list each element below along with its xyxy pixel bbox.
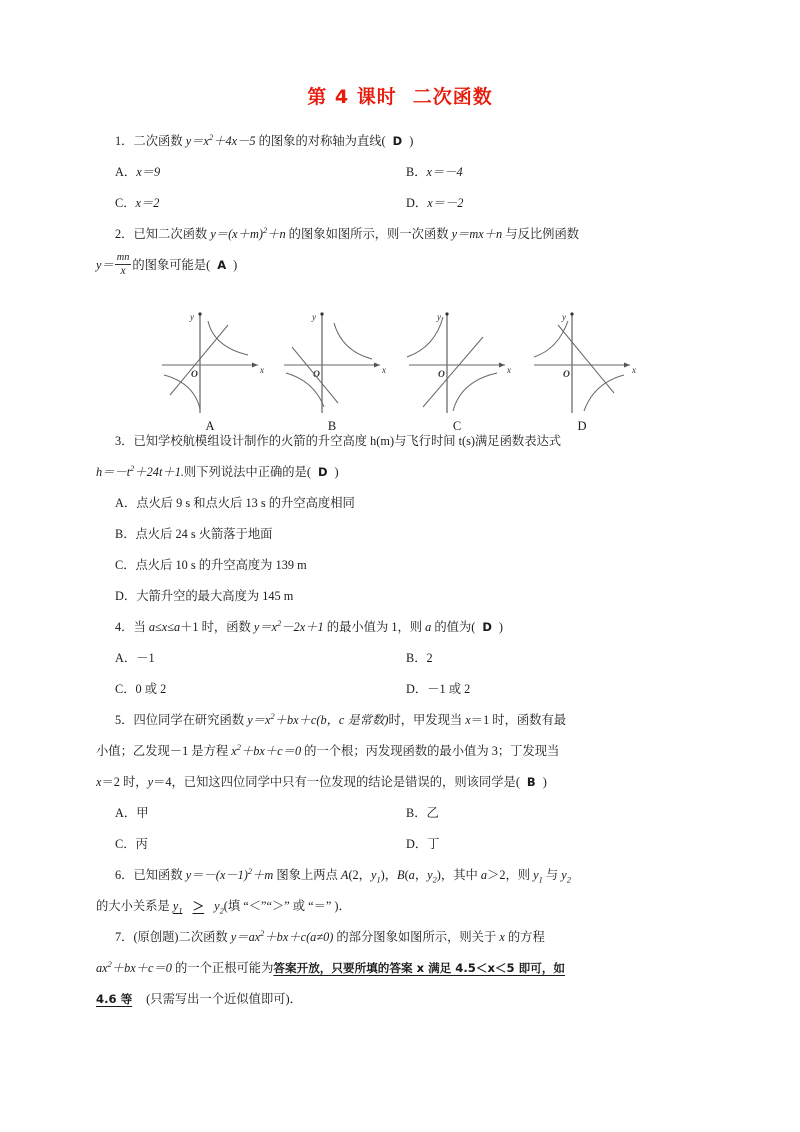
q5-equation-1: $y=x^2+bx+c(b$，c 是常数)	[247, 711, 389, 727]
q6-line2-b: (填 “＜”“＞” 或 “＝” )．	[223, 899, 351, 913]
question-3-option-b-row	[96, 519, 712, 550]
q3-option-d-key: D．	[115, 589, 137, 603]
q3-option-c[interactable]	[115, 550, 307, 581]
q5-option-a-key: A．	[115, 806, 137, 820]
graph-c-label: C	[452, 419, 462, 433]
q1-option-b-key: B．	[406, 165, 427, 179]
q4-option-c-text: 0 或 2	[135, 682, 167, 696]
origin-label: O	[191, 370, 198, 380]
hyperbola-branch-q4	[453, 373, 497, 411]
q5-option-a[interactable]	[115, 798, 149, 829]
q1-option-d[interactable]	[406, 188, 463, 219]
q2-equation-2: y＝mx＋n	[451, 227, 503, 241]
q5-option-d[interactable]	[406, 829, 440, 860]
q5-answer: B	[526, 775, 536, 789]
q4-option-d-key: D．	[406, 682, 428, 696]
q3-option-d-text: 大箭升空的最大高度为 145 m	[136, 589, 294, 603]
q1-option-c-key: C．	[115, 196, 136, 210]
q6-equation: $y=-(x-1)^2+m$	[185, 866, 274, 882]
y-axis-arrow	[445, 312, 448, 315]
x-axis-label: x	[382, 365, 386, 375]
q2-line1-c: 与反比例函数	[502, 227, 580, 241]
q4-stem-b: 的最小值为 1，则 a 的值为(	[323, 620, 476, 634]
q7-equation-1: $y=ax^2+bx+c(a\ne 0)$	[230, 928, 334, 944]
q1-option-b[interactable]	[406, 157, 463, 188]
q3-option-b-text: 点火后 24 s 火箭落于地面	[135, 527, 273, 541]
q5-option-c[interactable]	[115, 829, 148, 860]
q1-stem-c: )	[409, 134, 414, 148]
q3-option-a[interactable]	[115, 488, 355, 519]
question-5-line-3	[96, 767, 712, 798]
hyperbola-branch-q1	[334, 323, 372, 359]
q3-option-a-text: 点火后 9 s 和点火后 13 s 的升空高度相同	[136, 496, 355, 510]
question-4-stem	[96, 612, 712, 643]
x-axis-arrow	[499, 363, 505, 368]
q6-line2-a: 的大小关系是	[96, 899, 173, 913]
q4-stem-a: 4．当 a≤x≤a＋1 时，函数	[115, 620, 254, 634]
q5-line1-a: 5．四位同学在研究函数	[115, 713, 248, 727]
q5-line2-b: 的一个根；丙发现函数的最小值为 3；丁发现当	[301, 744, 560, 758]
q3-option-a-key: A．	[115, 496, 137, 510]
q1-option-b-text: x＝－4	[426, 165, 463, 179]
q5-option-b[interactable]	[406, 798, 439, 829]
graph-option-b[interactable]	[272, 303, 392, 448]
q4-option-d-text: －1 或 2	[427, 682, 471, 696]
question-1-options-row-2	[96, 188, 712, 219]
q3-line2-c: )	[334, 465, 339, 479]
q5-option-d-text: 丁	[427, 837, 440, 851]
q1-stem-b: 的图象的对称轴为直线(	[255, 134, 386, 148]
q1-equation: $y=x^2+4x-5$	[185, 132, 256, 148]
q6-line1-a: 6．已知函数	[115, 868, 186, 882]
q5-line3-b: )	[542, 775, 547, 789]
q4-option-c[interactable]	[115, 674, 166, 705]
q1-option-c[interactable]	[115, 188, 159, 219]
q7-line1-a: 7．(原创题)二次函数	[115, 930, 231, 944]
q5-option-d-key: D．	[406, 837, 428, 851]
question-2-line-1	[96, 219, 712, 250]
x-axis-label: x	[260, 365, 264, 375]
q3-answer: D	[318, 465, 328, 479]
q5-equation-2: $x^2+bx+c=0$	[231, 742, 302, 758]
question-5-options-row-2	[96, 829, 712, 860]
q3-line2-b: 则下列说法中正确的是(	[183, 465, 311, 479]
q3-option-b-key: B．	[115, 527, 136, 541]
q3-option-c-key: C．	[115, 558, 136, 572]
q1-option-a-text: x＝9	[136, 165, 161, 179]
q1-option-a[interactable]	[115, 157, 160, 188]
q4-option-b-key: B．	[406, 651, 427, 665]
hyperbola-branch-q1	[208, 321, 248, 355]
question-5-line-1	[96, 705, 712, 736]
q4-option-a-text: －1	[136, 651, 155, 665]
q1-option-c-text: x＝2	[135, 196, 160, 210]
linear-function-line	[170, 325, 228, 395]
q4-option-c-key: C．	[115, 682, 136, 696]
q2-line1-a: 2．已知二次函数	[115, 227, 211, 241]
q2-fraction	[115, 253, 132, 277]
graph-b-label: B	[327, 419, 337, 433]
x-axis-arrow	[624, 363, 630, 368]
page-title-main: 二次函数	[412, 86, 493, 108]
question-4-options-row-1	[96, 643, 712, 674]
graph-d-label: D	[577, 419, 587, 433]
q1-stem-a: 1．二次函数	[115, 134, 186, 148]
q4-option-a[interactable]	[115, 643, 155, 674]
q7-line2-b: 的一个正根可能为	[171, 961, 274, 975]
graph-option-a[interactable]	[150, 303, 270, 448]
question-5-line-2	[96, 736, 712, 767]
q5-option-c-key: C．	[115, 837, 136, 851]
question-7-line-1	[96, 922, 712, 953]
x-axis-arrow	[252, 363, 258, 368]
q7-answer-part-1: 答案开放，只要所填的答案 x 满足 4.5＜x＜5 即可，如	[273, 961, 565, 975]
y-axis-label: y	[562, 312, 566, 322]
q4-option-d[interactable]	[406, 674, 470, 705]
q2-line1-b: 的图象如图所示，则一次函数	[285, 227, 452, 241]
x-axis-arrow	[374, 363, 380, 368]
q5-line1-b: 时，甲发现当 x＝1 时，函数有最	[388, 713, 567, 727]
q4-equation: $y=x^2-2x+1$	[253, 618, 324, 634]
q6-line1-b: 图象上两点 A(2，$y_1$)，B(a，$y_2$)，其中 a＞2，则 $y_1$ 与 $y_2$	[273, 868, 571, 885]
question-3-option-d-row	[96, 581, 712, 612]
hyperbola-branch-q2	[534, 321, 568, 357]
q4-answer: D	[482, 620, 492, 634]
q3-option-b[interactable]	[115, 519, 272, 550]
q3-equation: $h=-t^2+24t+1$.	[96, 463, 184, 479]
q1-option-d-key: D．	[406, 196, 428, 210]
q4-stem-c: )	[498, 620, 504, 634]
q1-option-a-key: A．	[115, 165, 137, 179]
question-2-line-2	[96, 250, 712, 281]
question-1-options-row-1	[96, 157, 712, 188]
y-axis-arrow	[198, 312, 201, 315]
q3-option-c-text: 点火后 10 s 的升空高度为 139 m	[135, 558, 307, 572]
origin-label: O	[438, 370, 445, 380]
y-axis-label: y	[312, 312, 316, 322]
q6-blank-right: $y_2$	[214, 899, 224, 916]
q3-line1: 3．已知学校航模组设计制作的火箭的升空高度 h(m)与飞行时间 t(s)满足函数表达式	[115, 434, 562, 448]
question-7-line-3	[96, 984, 712, 1015]
graph-b-svg	[272, 303, 392, 418]
origin-label: O	[313, 370, 320, 380]
question-6-line-2	[96, 891, 712, 922]
q4-option-b[interactable]	[406, 643, 433, 674]
q7-answer-part-2: 4.6 等	[96, 992, 133, 1006]
q5-option-c-text: 丙	[135, 837, 148, 851]
q2-y-equals: y＝	[96, 258, 114, 272]
question-body	[96, 126, 712, 1015]
y-axis-arrow	[570, 312, 573, 315]
y-axis-label: y	[437, 312, 441, 322]
page-title-prefix: 第 4 课时	[307, 86, 397, 108]
q3-option-d[interactable]	[115, 581, 293, 612]
question-7-line-2	[96, 953, 712, 984]
linear-function-line	[558, 325, 614, 393]
graph-a-svg	[150, 303, 270, 418]
q5-line2-a: 小值；乙发现－1 是方程	[96, 744, 232, 758]
graph-options-row	[150, 303, 670, 448]
q6-blank-answer: ＞	[192, 899, 205, 913]
graph-a-label: A	[205, 419, 215, 433]
q6-blank-left: $y_1$	[172, 899, 183, 916]
linear-function-line	[423, 337, 483, 407]
graph-c-svg	[397, 303, 517, 418]
y-axis-label: y	[190, 312, 194, 322]
q7-line1-b: 的部分图象如图所示，则关于 x 的方程	[333, 930, 545, 944]
origin-label: O	[563, 370, 570, 380]
x-axis-label: x	[632, 365, 636, 375]
q1-answer: D	[392, 134, 403, 148]
q2-answer: A	[217, 258, 227, 272]
question-6-line-1	[96, 860, 712, 891]
q2-fraction-numerator: mn	[116, 252, 130, 263]
question-3-option-c-row	[96, 550, 712, 581]
question-3-option-a-row	[96, 488, 712, 519]
q2-line2-b: 的图象可能是(	[132, 258, 211, 272]
q1-option-d-text: x＝－2	[427, 196, 464, 210]
q5-option-b-text: 乙	[426, 806, 439, 820]
x-axis-label: x	[507, 365, 511, 375]
q2-equation-1: $y=(x+m)^2+n$	[210, 225, 286, 241]
q5-option-a-text: 甲	[136, 806, 149, 820]
q5-line3-a: x＝2 时，y＝4，已知这四位同学中只有一位发现的结论是错误的，则该同学是(	[96, 775, 520, 789]
graph-option-c[interactable]	[397, 303, 517, 448]
q5-option-b-key: B．	[406, 806, 427, 820]
q2-fraction-denominator: x	[120, 264, 126, 277]
graph-option-d[interactable]	[522, 303, 642, 448]
q2-line2-c: )	[233, 258, 238, 272]
q7-line3-tail: (只需写出一个近似值即可)．	[146, 992, 302, 1006]
graph-d-svg	[522, 303, 642, 418]
y-axis-arrow	[320, 312, 323, 315]
q4-option-a-key: A．	[115, 651, 137, 665]
question-3-line-2	[96, 457, 712, 488]
linear-function-line	[292, 347, 338, 403]
page-title	[0, 82, 800, 109]
question-1-stem	[96, 126, 712, 157]
question-5-options-row-1	[96, 798, 712, 829]
q4-option-b-text: 2	[426, 651, 433, 665]
question-4-options-row-2	[96, 674, 712, 705]
hyperbola-branch-q2	[407, 317, 443, 357]
q7-equation-2: $ax^2+bx+c=0$	[96, 959, 172, 975]
